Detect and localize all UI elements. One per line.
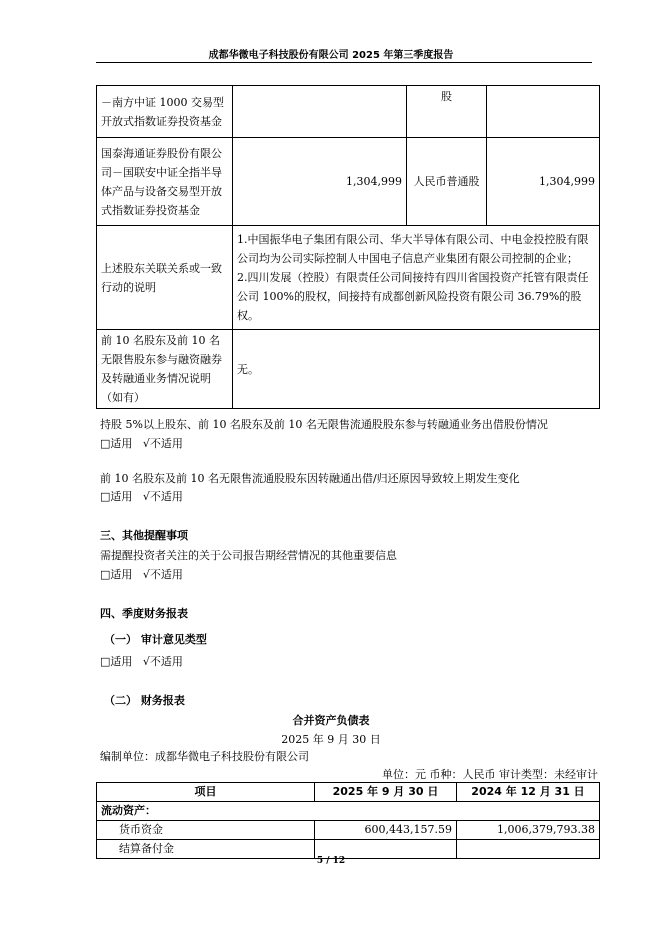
- relation-label-cell: 上述股东关联关系或一致行动的说明: [97, 226, 233, 330]
- section3-options: [100, 566, 183, 582]
- share-count-cell: [487, 86, 600, 138]
- relation-text-2: 2.四川发展（控股）有限责任公司间接持有四川省国投资产托管有限责任公司 100%的股权，间接持有成都创新风险投资有限公司 36.79%的股权。: [237, 271, 589, 322]
- margin-text-cell: 无。: [233, 330, 600, 409]
- share-type-cell: 股: [407, 86, 487, 138]
- table-row: [97, 802, 600, 821]
- audit-opinion-title: （一） 审计意见类型: [104, 633, 207, 646]
- changes-applicable: □适用: [100, 490, 133, 503]
- section3-not-applicable: √不适用: [142, 568, 183, 581]
- balance-sheet-meta: 单位：元 币种：人民币 审计类型：未经审计: [382, 768, 598, 781]
- table-row: [97, 86, 600, 138]
- current-assets-section: 流动资产：: [97, 802, 600, 821]
- changes-options: [100, 488, 183, 504]
- shareholder-table: [96, 85, 600, 409]
- audit-not-applicable: √不适用: [142, 655, 183, 668]
- section3-title: 三、其他提醒事项: [100, 529, 188, 542]
- lending-options: [100, 435, 183, 451]
- balance-sheet-title: 合并资产负债表: [292, 714, 370, 727]
- table-row: [97, 226, 600, 330]
- table-row: [97, 138, 600, 226]
- section3-applicable: □适用: [100, 568, 133, 581]
- share-count-cell: 1,304,999: [487, 138, 600, 226]
- header-divider: [96, 62, 592, 63]
- shares-cell: 1,304,999: [233, 138, 407, 226]
- column-header-item: 项目: [97, 783, 315, 802]
- section3-text: 需提醒投资者关注的关于公司报告期经营情况的其他重要信息: [100, 549, 397, 562]
- balance-sheet-preparer: 编制单位：成都华微电子科技股份有限公司: [100, 750, 309, 763]
- report-header-title: 成都华微电子科技股份有限公司 2025 年第三季度报告: [208, 50, 454, 61]
- lending-not-applicable: √不适用: [142, 437, 183, 450]
- shareholder-name-cell: 国泰海通证券股份有限公司－国联安中证全指半导体产品与设备交易型开放式指数证券投资基金: [97, 138, 233, 226]
- page-number: 5 / 12: [316, 856, 346, 866]
- changes-text: 前 10 名股东及前 10 名无限售流通股股东因转融通出借/归还原因导致较上期发生变化: [100, 472, 520, 485]
- changes-not-applicable: √不适用: [142, 490, 183, 503]
- lending-text: 持股 5%以上股东、前 10 名股东及前 10 名无限售流通股股东参与转融通业务出借股份情况: [100, 418, 548, 431]
- financial-statements-title: （二） 财务报表: [104, 694, 185, 707]
- table-header-row: [97, 783, 600, 802]
- balance-sheet-date: 2025 年 9 月 30 日: [281, 733, 381, 746]
- table-row: [97, 330, 600, 409]
- lending-applicable: □适用: [100, 437, 133, 450]
- share-type-cell: 人民币普通股: [407, 138, 487, 226]
- balance-sheet-table: [96, 782, 600, 859]
- item-cell: 结算备付金: [97, 840, 315, 859]
- margin-label-cell: 前 10 名股东及前 10 名无限售股东参与融资融券及转融通业务情况说明（如有）: [97, 330, 233, 409]
- audit-applicable: □适用: [100, 655, 133, 668]
- shareholder-name-cell: －南方中证 1000 交易型开放式指数证券投资基金: [97, 86, 233, 138]
- column-header-current: 2025 年 9 月 30 日: [315, 783, 457, 802]
- item-cell: 货币资金: [97, 821, 315, 840]
- audit-opinion-options: [100, 653, 183, 669]
- current-value-cell: 600,443,157.59: [315, 821, 457, 840]
- column-header-prior: 2024 年 12 月 31 日: [457, 783, 600, 802]
- table-row: [97, 821, 600, 840]
- prior-value-cell: 1,006,379,793.38: [457, 821, 600, 840]
- shares-cell: [233, 86, 407, 138]
- relation-text-1: 1.中国振华电子集团有限公司、华大半导体有限公司、中电金投控股有限公司均为公司实际控制人中国电子信息产业集团有限公司控制的企业；: [237, 233, 589, 265]
- section4-title: 四、季度财务报表: [100, 607, 188, 620]
- relation-text-cell: [233, 226, 600, 330]
